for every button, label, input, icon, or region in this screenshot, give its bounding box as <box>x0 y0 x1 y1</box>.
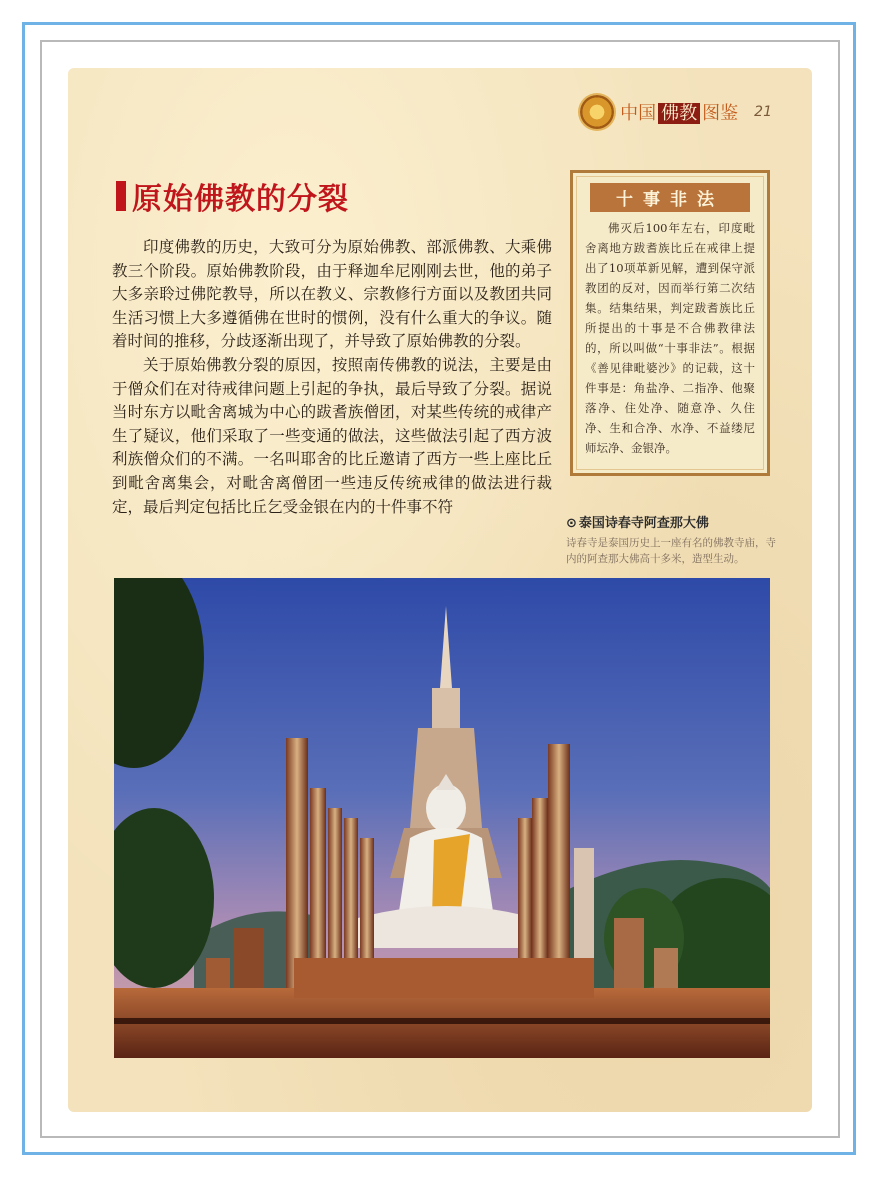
dharma-wheel-icon <box>580 95 614 129</box>
title-marker <box>116 181 126 211</box>
article-body <box>112 236 552 519</box>
book-title-highlight: 佛教 <box>658 103 700 124</box>
sidebar-text: 佛灭后100年左右，印度毗舍离地方跋耆族比丘在戒律上提出了10项革新见解，遭到保守派教团的反对，因而举行第二次结集。结集结果，判定跋耆族比丘所提出的十事是不合佛教律法的，所以叫做“十事非法”。根据《善见律毗婆沙》的记载，这十件事是：角盐净、二指净、他聚落净、住处净、随意净、久住净、生和合净、水净、不益缕尼师坛净、金银净。 <box>585 221 755 455</box>
caption-text: 诗春寺是泰国历史上一座有名的佛教寺庙，寺内的阿查那大佛高十多米，造型生动。 <box>566 537 776 565</box>
caption-marker-icon: ⊙ <box>566 516 577 531</box>
paragraph-2: 关于原始佛教分裂的原因，按照南传佛教的说法，主要是由于僧众们在对待戒律问题上引起的争执，最后导致了分裂。据说当时东方以毗舍离城为中心的跋耆族僧团，对某些传统的戒律产生了疑议，他们采取了一些变通的做法，这些做法引起了西方波利族僧众们的不满。一名叫耶舍的比丘邀请了西方一些上座比丘到毗舍离集会，对毗舍离僧团一些违反传统戒律的做法进行裁定，最后判定包括比丘乞受金银在内的十件事不符 <box>112 355 552 516</box>
sidebar-title: 十事非法 <box>590 183 750 212</box>
book-page <box>68 68 812 1112</box>
page-header <box>580 92 772 132</box>
book-title: 中国 佛教 图鉴 <box>620 103 739 124</box>
page-number: 21 <box>754 104 772 120</box>
caption-title: ⊙ 泰国诗春寺阿查那大佛 <box>566 516 709 531</box>
buddha-statue-illustration <box>114 578 770 1058</box>
article-title <box>116 174 349 218</box>
photo-caption <box>566 512 786 567</box>
temple-photo <box>114 578 770 1058</box>
sidebar-box <box>570 170 770 476</box>
article-title-text: 原始佛教的分裂 <box>132 182 349 217</box>
paragraph-1: 印度佛教的历史，大致可分为原始佛教、部派佛教、大乘佛教三个阶段。原始佛教阶段，由于释迦牟尼刚刚去世，他的弟子大多亲聆过佛陀教导，所以在教义、宗教修行方面以及教团共同生活习惯上大多遵循佛在世时的惯例，没有什么重大的争议。随着时间的推移，分歧逐渐出现了，并导致了原始佛教的分裂。 <box>112 238 552 351</box>
